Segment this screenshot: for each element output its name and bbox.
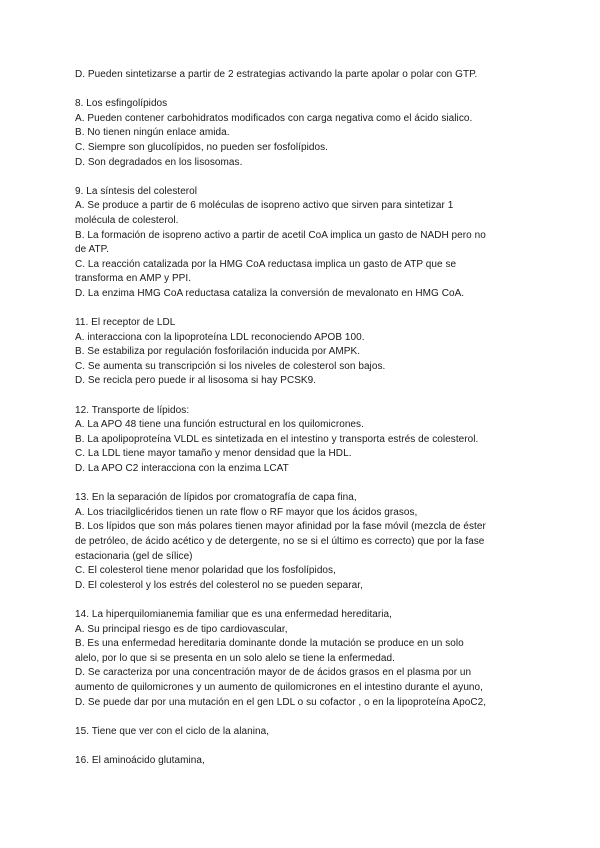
option-line: B. Es una enfermedad hereditaria dominante donde la mutación se produce en un solo	[75, 638, 464, 650]
option-line: D. La APO C2 interacciona con la enzima LCAT	[75, 463, 289, 475]
option-line: D. Se puede dar por una mutación en el gen LDL o su cofactor , o en la lipoproteína ApoC2,	[75, 696, 487, 708]
question-title: 15. Tiene que ver con el ciclo de la alanina,	[75, 725, 270, 737]
option-line: C. Se aumenta su transcripción si los niveles de colesterol son bajos.	[75, 360, 386, 372]
option-line: molécula de colesterol.	[75, 214, 179, 226]
option-line: D. Se caracteriza por una concentración mayor de de ácidos grasos en el plasma por un	[75, 667, 472, 679]
text-line: D. Pueden sintetizarse a partir de 2 estrategias activando la parte apolar o polar con GTP.	[75, 69, 478, 80]
option-line: C. Siempre son glucolípidos, no pueden ser fosfolípidos.	[75, 141, 328, 153]
question-8	[75, 97, 540, 170]
option-line: D. La enzima HMG CoA reductasa cataliza la conversión de mevalonato en HMG CoA.	[75, 287, 465, 299]
question-13	[75, 491, 540, 593]
option-line: de petróleo, de ácido acético y de detergente, no se si el último es correcto) que por la fase	[75, 536, 485, 547]
option-line: alelo, por lo que si se presenta en un solo alelo se tiene la enfermedad.	[75, 652, 395, 664]
question-title: 9. La síntesis del colesterol	[75, 185, 198, 197]
question-title: 11. El receptor de LDL	[75, 317, 176, 329]
option-line: A. Se produce a partir de 6 moléculas de isopreno activo que sirven para sintetizar 1	[75, 200, 454, 212]
option-line: C. La LDL tiene mayor tamaño y menor densidad que la HDL.	[75, 448, 352, 460]
question-14	[75, 608, 540, 710]
question-title: 16. El aminoácido glutamina,	[75, 754, 205, 766]
option-line: de ATP.	[75, 244, 109, 256]
option-line: transforma en AMP y PPI.	[75, 273, 192, 285]
option-line: B. La apolipoproteína VLDL es sintetizada en el intestino y transporta estrés de colesterol.	[75, 433, 479, 445]
option-line: B. Se estabiliza por regulación fosforilación inducida por AMPK.	[75, 346, 361, 358]
question-16	[75, 754, 540, 769]
option-line: D. El colesterol y los estrés del colesterol no se pueden separar,	[75, 579, 363, 591]
question-12	[75, 404, 540, 477]
option-line: A. La APO 48 tiene una función estructural en los quilomicrones.	[75, 419, 364, 431]
question-title: 13. En la separación de lípidos por cromatografía de capa fina,	[75, 492, 357, 504]
option-line: D. Son degradados en los lisosomas.	[75, 156, 243, 168]
question-title: 8. Los esfingolípidos	[75, 98, 168, 110]
option-line: B. No tienen ningún enlace amida.	[75, 127, 230, 139]
option-line: aumento de quilomicrones y un aumento de quilomicrones en el intestino durante el ayuno,	[75, 681, 483, 693]
option-line: A. Los triacilglicéridos tienen un rate flow o RF mayor que los ácidos grasos,	[75, 506, 418, 518]
option-line: D. Se recicla pero puede ir al lisosoma si hay PCSK9.	[75, 375, 317, 387]
question-9	[75, 185, 540, 302]
option-line: C. La reacción catalizada por la HMG CoA reductasa implica un gasto de ATP que se	[75, 258, 457, 270]
option-line: B. La formación de isopreno activo a partir de acetil CoA implica un gasto de NADH pero no	[75, 229, 486, 241]
option-line: A. Pueden contener carbohidratos modificados con carga negativa como el ácido sialico.	[75, 112, 473, 124]
question-11	[75, 316, 540, 389]
question-15	[75, 725, 540, 740]
question-title: 14. La hiperquilomianemia familiar que es una enfermedad hereditaria,	[75, 608, 392, 620]
option-line: C. El colesterol tiene menor polaridad que los fosfolípidos,	[75, 565, 336, 577]
question-title: 12. Transporte de lípidos:	[75, 404, 190, 416]
option-line: B. Los lípidos que son más polares tienen mayor afinidad por la fase móvil (mezcla de éster	[75, 521, 486, 533]
option-line: estacionaria (gel de sílice)	[75, 550, 193, 562]
option-line: A. Su principal riesgo es de tipo cardiovascular,	[75, 623, 288, 635]
option-line: A. interacciona con la lipoproteína LDL reconociendo APOB 100.	[75, 331, 365, 343]
question-7-tail	[75, 68, 540, 83]
